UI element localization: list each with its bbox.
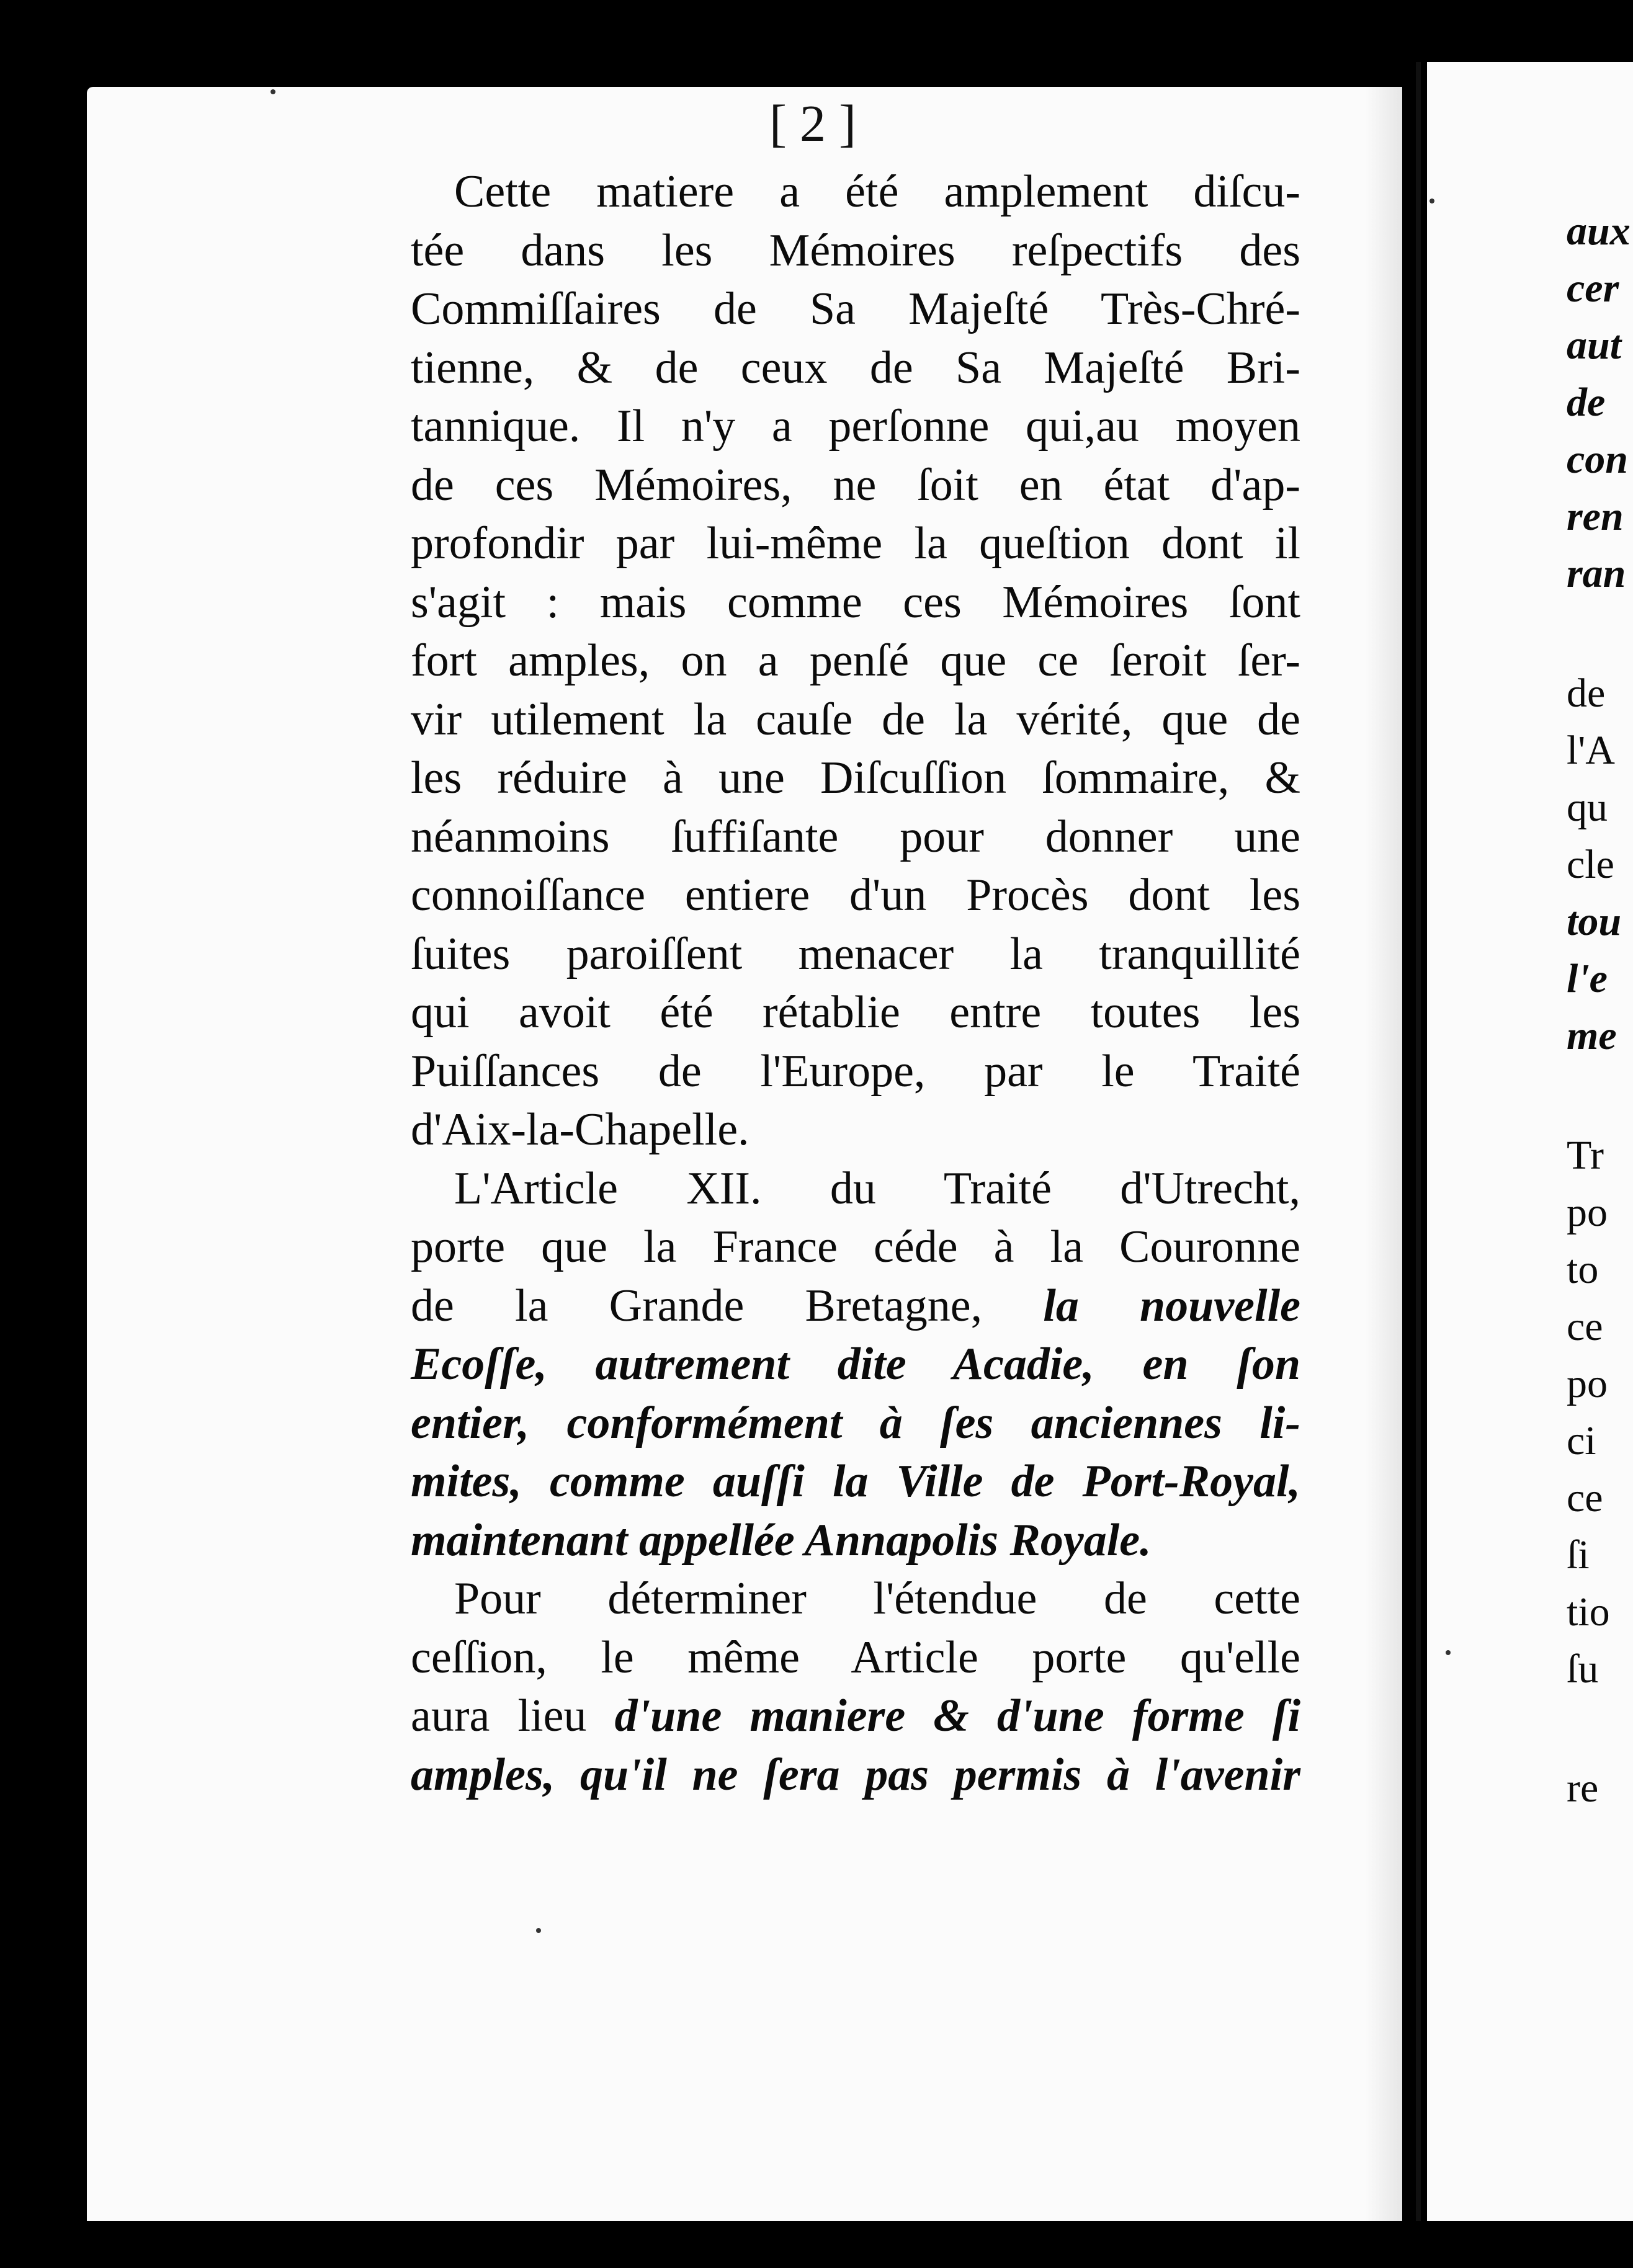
text-line: ſuites paroiſſent menacer la tranquillité	[411, 928, 1300, 980]
text-roman: de la Grande Bretagne,	[411, 1280, 983, 1331]
text-line: vir utilement la cauſe de la vérité, que de	[411, 694, 1300, 745]
right-page-fragment: po	[1567, 1361, 1608, 1406]
gutter-shadow	[1365, 87, 1402, 2221]
right-page-fragment: aut	[1567, 323, 1622, 368]
right-page-fragment: cle	[1567, 842, 1614, 887]
right-page-fragment: Tr	[1567, 1133, 1604, 1178]
text-line: ceſſion, le même Article porte qu'elle	[411, 1632, 1300, 1683]
right-page-fragment: ci	[1567, 1418, 1596, 1463]
text-line: fort amples, on a penſé que ce ſeroit ſer-	[411, 635, 1300, 686]
text-line: s'agit : mais comme ces Mémoires ſont	[411, 576, 1300, 628]
right-page-fragment: de	[1567, 380, 1606, 425]
text-line: entier, conformément à ſes anciennes li-	[411, 1397, 1300, 1449]
page-edge-line	[1416, 62, 1421, 2221]
body-text	[411, 163, 1300, 1804]
text-line-mixed	[411, 1277, 1300, 1336]
right-page-fragment: ſi	[1567, 1532, 1590, 1578]
right-page-fragment: tou	[1567, 899, 1622, 944]
text-line: profondir par lui-même la queſtion dont il	[411, 518, 1300, 569]
text-line: néanmoins ſuffiſante pour donner une	[411, 811, 1300, 862]
right-page-fragment: con	[1567, 437, 1628, 482]
right-page-fragment: ce	[1567, 1304, 1603, 1349]
text-line: tannique. Il n'y a perſonne qui,au moyen	[411, 401, 1300, 452]
text-line: maintenant appellée Annapolis Royale.	[411, 1514, 1152, 1566]
right-page-fragment: to	[1567, 1247, 1599, 1292]
right-page-fragment: l'A	[1567, 728, 1615, 773]
ink-speck	[1429, 199, 1434, 203]
text-line: tienne, & de ceux de Sa Majeſté Bri-	[411, 342, 1300, 393]
page-number: [ 2 ]	[769, 95, 856, 153]
ink-speck	[1446, 1650, 1451, 1655]
right-page-fragment: l'e	[1567, 956, 1608, 1001]
text-line: tée dans les Mémoires reſpectifs des	[411, 225, 1300, 276]
text-line: porte que la France céde à la Couronne	[411, 1221, 1300, 1272]
right-page-fragment: ce	[1567, 1475, 1603, 1520]
ink-speck	[536, 1928, 541, 1933]
text-italic: la nouvelle	[1043, 1280, 1300, 1331]
right-page-fragment: de	[1567, 671, 1606, 716]
text-italic: d'une maniere & d'une forme ſi	[614, 1690, 1301, 1741]
text-line: d'Aix-la-Chapelle.	[411, 1104, 749, 1155]
text-line: L'Article XII. du Traité d'Utrecht,	[454, 1163, 1300, 1214]
text-line: qui avoit été rétablie entre toutes les	[411, 987, 1300, 1038]
text-roman: aura lieu	[411, 1690, 587, 1741]
text-line: mites, comme auſſi la Ville de Port-Royal,	[411, 1456, 1300, 1507]
text-line: Cette matiere a été amplement diſcu-	[454, 166, 1300, 217]
text-line: connoiſſance entiere d'un Procès dont les	[411, 870, 1300, 921]
right-page-fragment: me	[1567, 1013, 1617, 1058]
right-page-fragment: re	[1567, 1766, 1599, 1811]
text-line: les réduire à une Diſcuſſion ſommaire, &	[411, 752, 1300, 803]
right-page-fragment: ren	[1567, 494, 1624, 539]
right-page-fragment: aux	[1567, 208, 1631, 254]
right-page-fragment: ran	[1567, 551, 1626, 596]
text-line: de ces Mémoires, ne ſoit en état d'ap-	[411, 459, 1300, 511]
right-page-fragment: ſu	[1567, 1646, 1599, 1692]
text-line: Ecoſſe, autrement dite Acadie, en ſon	[411, 1339, 1300, 1390]
text-line: Commiſſaires de Sa Majeſté Très-Chré-	[411, 284, 1300, 334]
text-line: Pour déterminer l'étendue de cette	[454, 1573, 1300, 1624]
text-line: Puiſſances de l'Europe, par le Traité	[411, 1045, 1300, 1097]
right-page-fragment: qu	[1567, 785, 1608, 830]
text-line-mixed	[411, 1687, 1300, 1746]
text-line: amples, qu'il ne ſera pas permis à l'avenir	[411, 1749, 1300, 1800]
right-page-fragment: tio	[1567, 1589, 1610, 1635]
ink-speck	[271, 89, 275, 94]
right-page-fragment: cer	[1567, 266, 1619, 311]
right-page-fragment: po	[1567, 1190, 1608, 1235]
